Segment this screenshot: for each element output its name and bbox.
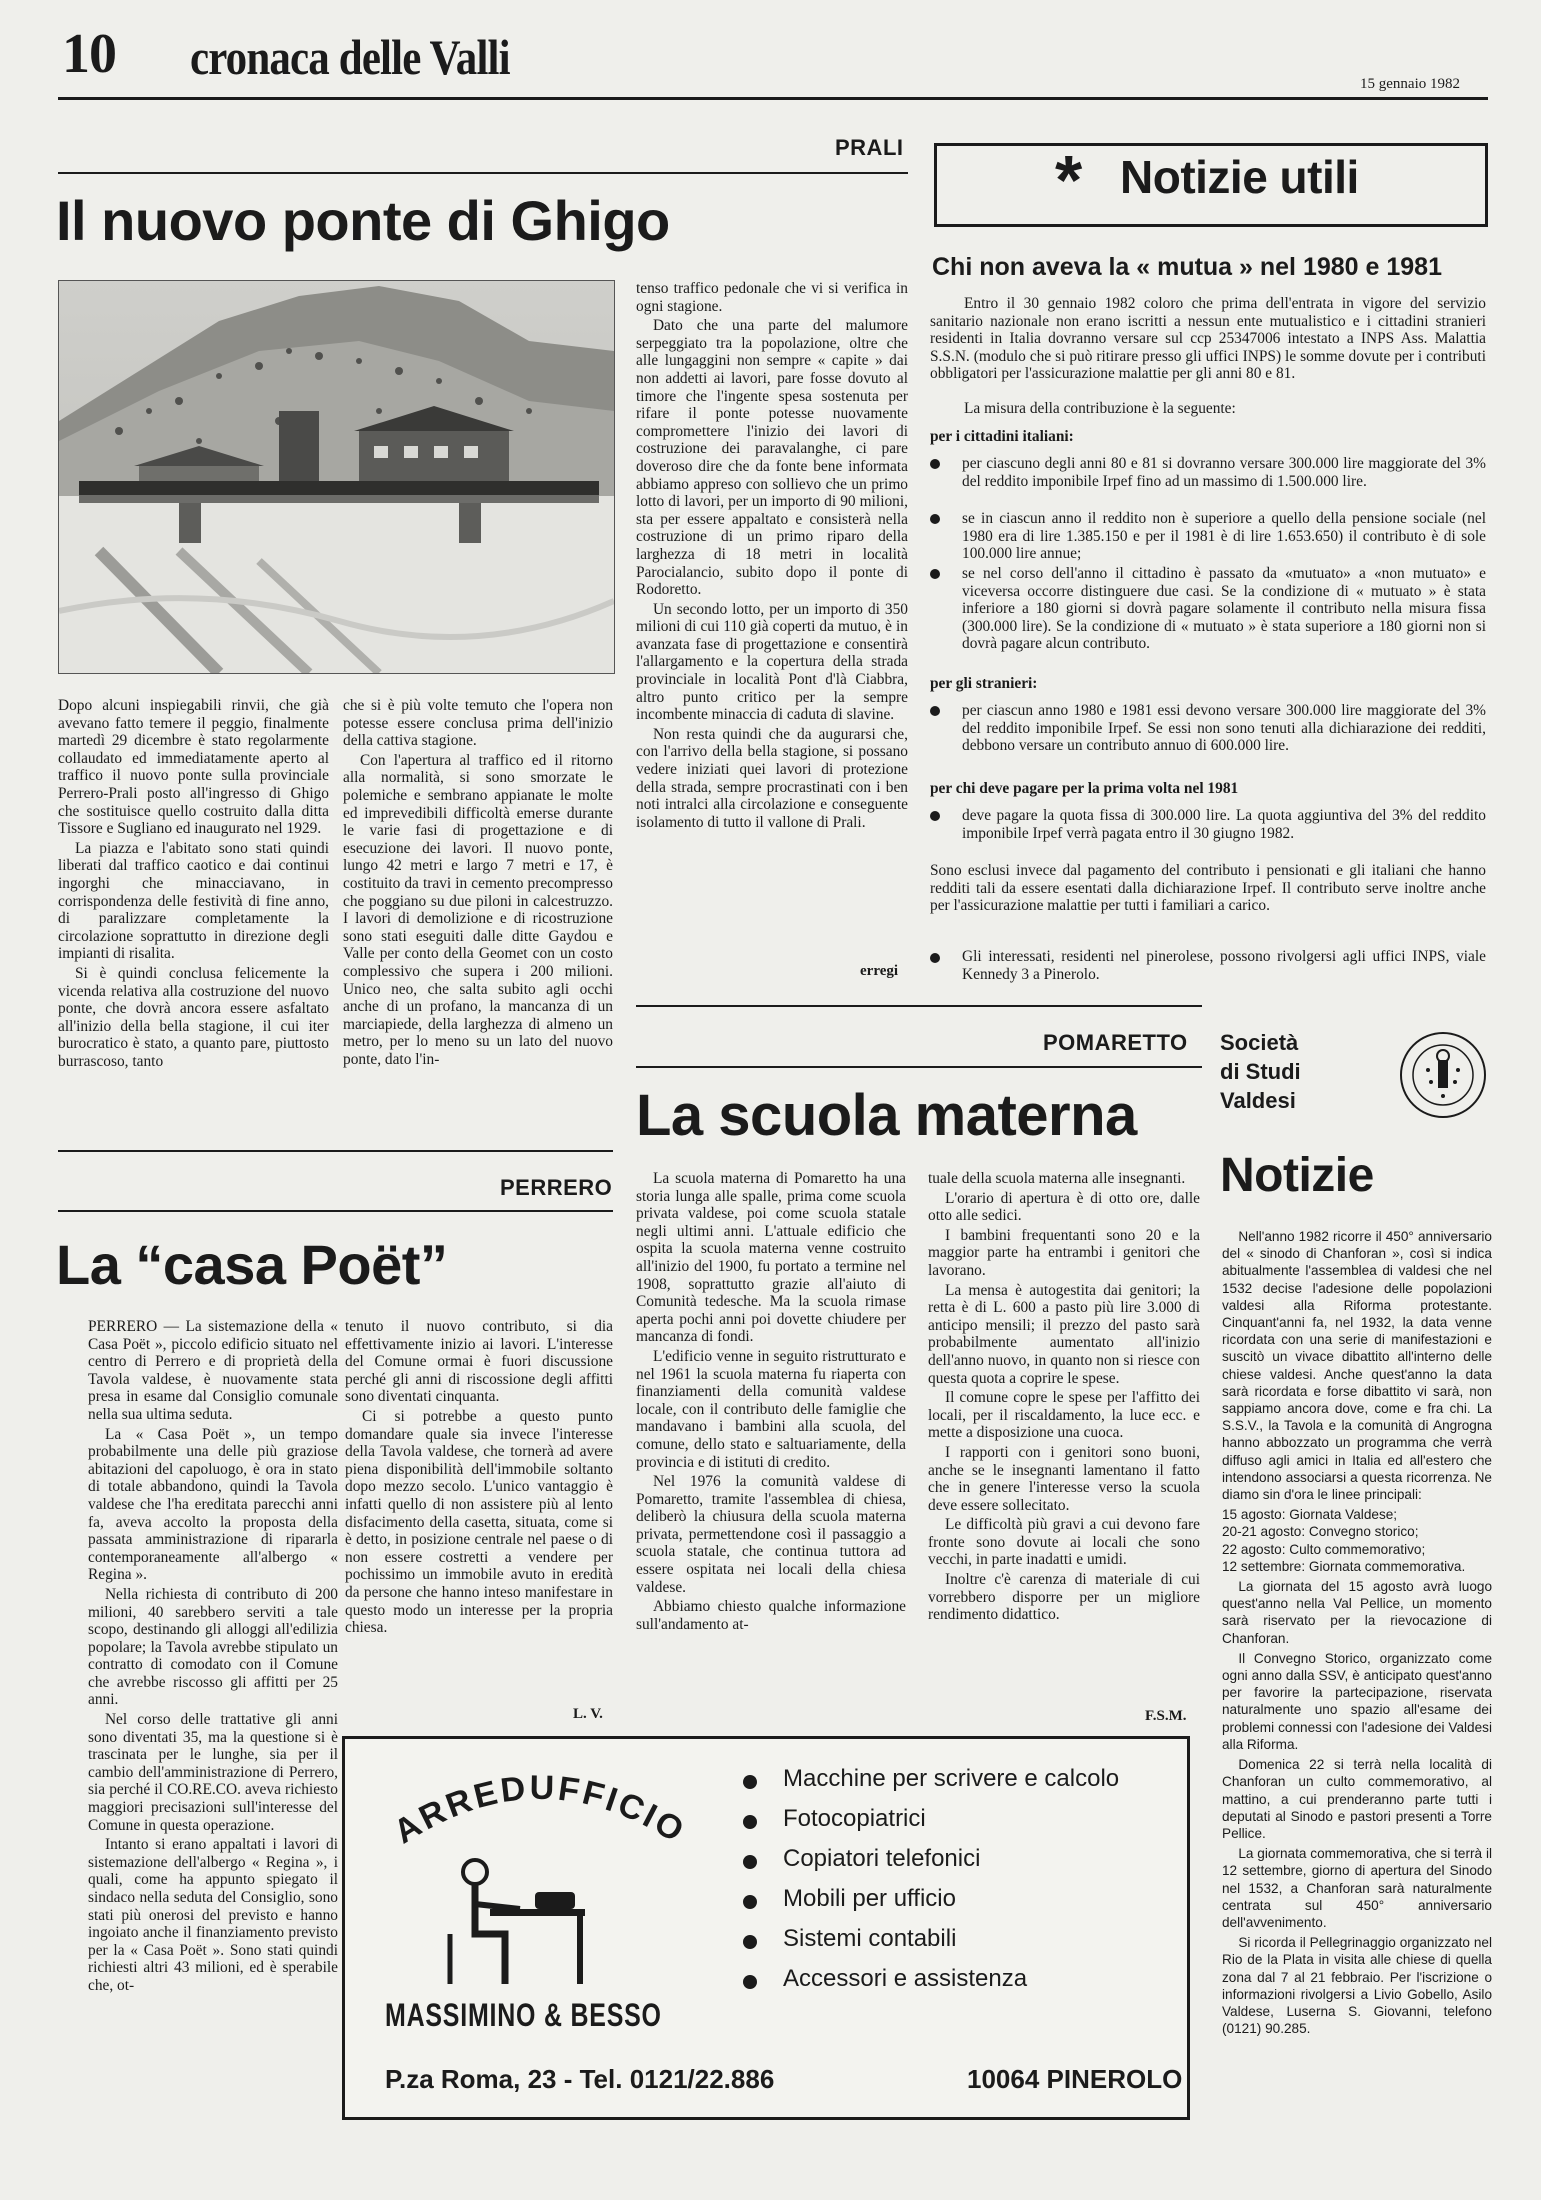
notizie-utili-subtitle: Chi non aveva la « mutua » nel 1980 e 1981 (932, 253, 1442, 281)
bullet-icon (930, 811, 940, 821)
paragraph: La piazza e l'abitato sono stati quindi liberati dal traffico caotico e dai continui ingorghi che minacciavano, in corrispondenza delle festività di fine anno, di paralizzare completamente la circolazione soprattutto in direzione degli impianti di risalita. (58, 839, 329, 963)
paragraph: L'orario di apertura è di otto ore, dalle otto alle sedici. (928, 1189, 1200, 1225)
bullet-icon (930, 459, 940, 469)
pomaretto-top-rule (636, 1005, 1202, 1007)
perrero-kicker-rule (58, 1210, 613, 1212)
paragraph: Nella richiesta di contributo di 200 milioni, 40 sarebbero serviti a tale scopo, destinando gli alloggi all'edilizia popolare; la Tavola avrebbe stipulato un contratto di comodato con il Comune che avrebbe riscosso gli affitti per 25 anni. (88, 1585, 338, 1709)
paragraph: Nel corso delle trattative gli anni sono diventati 35, ma la questione si è trascinata per le lunghe, sia per il cambio dell'amministrazione di Perrero, sia perché il CO.RE.CO. aveva richiesto maggiori precisazioni sull'interesse del Comune in questa operazione. (88, 1711, 338, 1834)
arredufficio-brand: ARREDUFFICIO (387, 1768, 693, 1852)
paragraph: Dato che una parte del malumore serpeggiato tra la popolazione, oltre che alle lungaggini non sempre « capite » dai non addetti ai lavori, pare fosse dovuto al timore che l'ingente spesa sostenuta per rifare il ponte potesse nuovamente compromettere l'inizio dei lavori di costruzione dei paravalanghe, ci pare doveroso dire che da fonte bene informata abbiamo appreso con sollievo che un primo lotto di lavori, per un importo di 90 milioni, sta per essere appaltato e consisterà nella costruzione di un primo riparo della larghezza di 18 metri in località Parocialancio, subito dopo il ponte di Rodoretto. (636, 317, 908, 599)
ssv-column (1222, 1228, 1492, 2040)
prali-column-3 (636, 280, 908, 965)
notizie-utili-final: Gli interessati, residenti nel pinerolese, possono rivolgersi agli uffici INPS, viale Kennedy 3 a Pinerolo. (962, 948, 1486, 983)
paragraph: Si è quindi conclusa felicemente la vicenda relativa alla costruzione del nuovo ponte, che dovrà ancora essere asfaltato all'inizio della bella stagione, il cui iter burocratico è stato, a quanto pare, piuttosto burrascoso, tanto (58, 964, 329, 1070)
bullet-icon (930, 706, 940, 716)
pomaretto-column-2 (928, 1170, 1200, 1710)
ad-item: Accessori e assistenza (783, 1965, 1028, 1992)
paragraph: tenuto il nuovo contributo, si dia effettivamente inizio ai lavori. L'interesse del Comune ormai è fuori discussione perché gli anni di riscossione degli affitti sono diventati cinquanta. (345, 1318, 613, 1406)
paragraph: La mensa è autogestita dai genitori; la retta è di L. 600 a pasto più lire 3.000 di anticipo mensili; il prezzo del pasto sarà probabilmente aumentato all'inizio dell'anno nuovo, in quanto non si riesce con questa quota a coprire le spese. (928, 1281, 1200, 1387)
paragraph: che si è più volte temuto che l'opera non potesse essere conclusa prima dell'inizio della cattiva stagione. (343, 697, 613, 750)
ad-city: 10064 PINEROLO (967, 2064, 1183, 2094)
perrero-top-rule (58, 1150, 613, 1152)
perrero-column-2 (345, 1318, 613, 1708)
paragraph: Un secondo lotto, per un importo di 350 milioni di cui 110 già coperti da mutuo, è in avanzata fase di progettazione e consentirà l'allargamento e la copertura della strada provinciale in località Pont d'là Ciabbra, altro punto critico per la sempre incombente minaccia di caduta di slavine. (636, 600, 908, 724)
label-stranieri: per gli stranieri: (930, 675, 1038, 692)
prali-column-1 (58, 697, 329, 1222)
perrero-signature: L. V. (573, 1706, 603, 1722)
paragraph: L'edificio venne in seguito ristrutturato e nel 1961 la scuola materna fu riaperta con finanziamenti della comunità valdese locale, con il contributo delle famiglie che mandavano i bambini alla scuola, del comune, dello stato e saltuariamente, della provincia e di istituti di credito. (636, 1347, 906, 1471)
newspaper-section-title: cronaca delle Valli (190, 29, 510, 85)
bullet-icon (930, 569, 940, 579)
prali-kicker-rule (58, 172, 908, 174)
prima-volta-item: deve pagare la quota fissa di 300.000 lire. La quota aggiuntiva del 3% del reddito imponibile Irpef verrà pagata entro il 30 giugno 1982. (962, 807, 1486, 842)
paragraph: I bambini frequentanti sono 20 e la maggior parte ha entrambi i genitori che lavorano. (928, 1226, 1200, 1279)
masthead-rule (58, 97, 1488, 100)
pomaretto-headline: La scuola materna (636, 1083, 1137, 1148)
label-prima-volta: per chi deve pagare per la prima volta nel 1981 (930, 780, 1239, 797)
paragraph: Le difficoltà più gravi a cui devono fare fronte sono dovute ai locali che sono vecchi, in parte inadatti e umidi. (928, 1516, 1200, 1569)
bullet-icon (930, 953, 940, 963)
bullet-icon (743, 1855, 757, 1869)
notizie-utili-esclusi: Sono esclusi invece dal pagamento del contributo i pensionati e gli italiani che hanno redditi tali da essere esentati dalla dichiarazione Irpef. Il contributo serve inoltre anche per l'assicurazione malattie per tutti i familiari a carico. (930, 862, 1486, 914)
ad-item: Macchine per scrivere e calcolo (783, 1765, 1120, 1792)
ad-item: Mobili per ufficio (783, 1885, 956, 1912)
paragraph: Ci si potrebbe a questo punto domandare quale sia invece l'interesse della Tavola valdese, che tornerà ad avere piena disponibilità dell'immobile soltanto dopo mezzo secolo. L'unico vantaggio è infatti quello di non assistere più al lento disfacimento della casetta, situata, come si è detto, in posizione centrale nel paese o di non essere costretti a vendere per pochissimo un immobile avuto in eredità da persone che hanno inteso manifestare in questo modo un interesse per la propria chiesa. (345, 1407, 613, 1637)
pomaretto-column-1 (636, 1170, 906, 1730)
paragraph: Inoltre c'è carenza di materiale di cui vorrebbero disporre per un migliore rendimento didattico. (928, 1571, 1200, 1624)
paragraph: Nell'anno 1982 ricorre il 450° anniversario del « sinodo di Chanforan », così si indica abitualmente l'assemblea di valdesi che nel 1532 decise l'adesione delle popolazioni valdesi alla Riforma protestante. Cinquant'anni fa, nel 1932, la data venne ricordata con una serie di manifestazioni e suscitò un vivace dibattito all'interno delle chiese valdesi. Anche quest'anno la data sarà ricordata e forse dibattito vi sarà, non sappiamo ancora dove, come e fra chi. La S.S.V., la Tavola e la comunità di Angrogna hanno abbozzato un programma che verrà diffuso agli amici in Italia ed all'estero che intendono associarsi a questa ricorrenza. Ne diamo sin d'ora le linee principali: (1222, 1229, 1492, 1503)
paragraph: Non resta quindi che da augurarsi che, con l'arrivo della bella stagione, si possano vedere iniziati quei lavori di protezione della strada, sempre procrastinati con i ben noti intralci alla circolazione e conseguente isolamento di tutto il vallone di Prali. (636, 725, 908, 831)
bullet-icon (743, 1975, 757, 1989)
stranieri-item: per ciascun anno 1980 e 1981 essi devono versare 300.000 lire maggiorate del 3% del reddito imponibile Irpef. Se essi non sono tenuti alla dichiarazione dei redditi, debbono versare un contributo annuo di 600.000 lire. (962, 702, 1486, 754)
paragraph: Nel 1976 la comunità valdese di Pomaretto, tramite l'assemblea di chiesa, deliberò la chiusura della scuola materna privata, permettendone così il passaggio a scuola statale, che continua tuttora ad essere ospitata nei locali della chiesa valdese. (636, 1473, 906, 1596)
bullet-icon (930, 514, 940, 524)
ad-item: Fotocopiatrici (783, 1805, 926, 1832)
bullet-icon (743, 1935, 757, 1949)
svg-text:ARREDUFFICIO (387, 1769, 692, 1852)
paragraph: Si ricorda il Pellegrinaggio organizzato nel Rio de la Plata in visita alle chiese di quella zona dal 7 al 21 febbraio. Per l'iscrizione o informazioni rivolgersi a Livio Gobello, Asilo Valdese, Luserna S. Giovanni, telefono (0121) 90.285. (1222, 1935, 1492, 2037)
paragraph: PERRERO — La sistemazione della « Casa Poët », piccolo edificio situato nel centro di Perrero e di proprietà della Tavola valdese, è nuovamente stata presa in esame dal Consiglio comunale nella sua ultima seduta. (88, 1318, 338, 1423)
paragraph: La « Casa Poët », un tempo probabilmente una delle più graziose abitazioni del capoluogo, è ora in stato di totale abbandono, quindi la Tavola valdese che l'ha ereditata parecchi anni fa, aveva accolto la proposta della passata amministrazione di ripararla contemporaneamente all'albergo « Regina ». (88, 1425, 338, 1584)
bullet-icon (743, 1775, 757, 1789)
paragraph: Domenica 22 si terrà nella località di Chanforan un culto commemorativo, al mattino, a cui prenderanno parte tutti i deputati al Sinodo e pastori presenti a Torre Pellice. (1222, 1757, 1492, 1841)
ssv-line-2: di Studi (1220, 1059, 1301, 1084)
pomaretto-signature: F.S.M. (1145, 1708, 1187, 1724)
prali-headline: Il nuovo ponte di Ghigo (56, 189, 670, 252)
ssv-seal-icon (1398, 1030, 1488, 1120)
bridge-photo-illustration (59, 281, 614, 673)
ad-address: P.za Roma, 23 - Tel. 0121/22.886 (385, 2064, 775, 2094)
notizie-utili-title: Notizie utili (1120, 151, 1359, 203)
prali-signature: erregi (860, 963, 899, 979)
ad-item: Sistemi contabili (783, 1925, 957, 1952)
italiani-item: per ciascuno degli anni 80 e 81 si dovranno versare 300.000 lire maggiorate del 3% del reddito imponibile Irpef fino ad un massimo di 1.500.000 lire. (962, 455, 1486, 490)
star-icon: * (1055, 141, 1083, 219)
ssv-headline: Notizie (1220, 1149, 1374, 1202)
bullet-icon (743, 1815, 757, 1829)
prali-column-2 (343, 697, 613, 1222)
date-line: 15 agosto: Giornata Valdese; (1222, 1507, 1398, 1523)
paragraph: La giornata del 15 agosto avrà luogo quest'anno nella Val Pellice, un momento sarà riservato per la rievocazione di Chanforan. (1222, 1579, 1492, 1646)
paragraph: La giornata commemorativa, che si terrà il 12 settembre, giorno di apertura del Sinodo nel 1532, a Chanforan sarà naturalmente centrata sul 450° anniversario dell'avvenimento. (1222, 1846, 1492, 1930)
paragraph: Intanto si erano appaltati i lavori di sistemazione dell'albergo « Regina », i quali, come ha appunto spiegato il sindaco nella seduta del Consiglio, sono stati più onerosi del previsto e hanno ingoiato anche il finanziamento previsto per la « Casa Poët ». Sono stati quindi richiesti altri 43 milioni, ed è sperabile che, ot- (88, 1836, 338, 1994)
perrero-kicker: PERRERO (500, 1175, 613, 1200)
italiani-item: se in ciascun anno il reddito non è superiore a quello della pensione sociale (nel 1980 era di lire 1.385.150 e per il 1981 è di lire 1.653.650) il contributo è di sole 100.000 lire annue; (962, 510, 1486, 562)
prali-kicker: PRALI (835, 135, 904, 160)
paragraph: Il comune copre le spese per l'affitto dei locali, per il riscaldamento, la luce ecc. e mette a disposizione una cuoca. (928, 1389, 1200, 1442)
notizie-utili-intro2: La misura della contribuzione è la seguente: (964, 400, 1236, 417)
ssv-masthead (1220, 1028, 1301, 1115)
paragraph: I rapporti con i genitori sono buoni, anche se le insegnanti lamentano il fatto che in genere l'interesse verso la scuola deve essere sollecitato. (928, 1443, 1200, 1514)
issue-date: 15 gennaio 1982 (1360, 76, 1460, 92)
label-italiani: per i cittadini italiani: (930, 428, 1074, 445)
notizie-utili-intro: Entro il 30 gennaio 1982 coloro che prima dell'entrata in vigore del servizio sanitario nazionale non erano iscritti a nessun ente mutualistico e i cittadini stranieri residenti in Italia dovranno versare sul ccp 25347006 intestato a INPS Ass. Malattia S.S.N. (modulo che si può ritirare presso gli uffici INPS) le somme dovute per i contributi obbligatori per l'assicurazione malattie per gli anni 80 e 81. (930, 295, 1486, 382)
italiani-item: se nel corso dell'anno il cittadino è passato da «mutuato» a «non mutuato» e viceversa occorre distinguere due casi. Se la condizione di « mutuato » è stata inferiore a 180 giorni si dovrà pagare solamente il contributo nella misura fissa (300.000 lire). Se la condizione di « mutuato » è stata superiore a 180 giorni non si dovrà pagare alcun contributo. (962, 565, 1486, 652)
date-line: 22 agosto: Culto commemorativo; (1222, 1541, 1426, 1557)
perrero-column-1 (88, 1318, 338, 2098)
paragraph: Il Convegno Storico, organizzato come ogni anno dalla SSV, è anticipato quest'anno per favorire la partecipazione, riservata naturalmente uno spazio all'esame dei problemi connessi con l'adesione dei Valdesi alla Riforma. (1222, 1650, 1492, 1752)
perrero-headline: La “casa Poët” (56, 1233, 448, 1296)
paragraph: Con l'apertura al traffico ed il ritorno alla normalità, si sono smorzate le polemiche e sembrano appianate le molte ed imprevedibili difficoltà emerse durante le varie fasi di progettazione e di esecuzione dei lavori. Il nuovo ponte, lungo 42 metri e largo 7 metri e 17, è costituito da travi in cemento precompresso che poggiano su due piloni in calcestruzzo. I lavori di demolizione e di ricostruzione sono stati eseguiti dalle ditte Gaydou e Valle per conto della Geomet con un costo complessivo che supera i 200 milioni. Unico neo, che salta subito agli occhi anche di un profano, la mancanza di un marciapiede, della larghezza di almeno un metro, per lo meno su un lato del nuovo ponte, dato l'in- (343, 751, 613, 1068)
date-line: 12 settembre: Giornata commemorativa. (1222, 1558, 1466, 1574)
page-number: 10 (62, 23, 116, 85)
ssv-line-1: Società (1220, 1030, 1299, 1055)
arredufficio-advertisement (342, 1736, 1190, 2120)
date-line: 20-21 agosto: Convegno storico; (1222, 1524, 1419, 1540)
pomaretto-kicker: POMARETTO (1043, 1030, 1188, 1055)
paragraph: tenso traffico pedonale che vi si verifica in ogni stagione. (636, 280, 908, 315)
ssv-line-3: Valdesi (1220, 1088, 1296, 1113)
bullet-icon (743, 1895, 757, 1909)
paragraph: Dopo alcuni inspiegabili rinvii, che già avevano fatto temere il peggio, finalmente martedì 29 dicembre è stato regolarmente collaudato ed immediatamente aperto al traffico il nuovo ponte sulla provinciale Perrero-Prali posto all'ingresso di Ghigo che sostituisce quello costruito dalla ditta Tissore e Sugliano ed inaugurato nel 1929. (58, 697, 329, 838)
bridge-photo (58, 280, 615, 674)
pomaretto-kicker-rule (636, 1066, 1202, 1068)
paragraph: tuale della scuola materna alle insegnanti. (928, 1170, 1186, 1187)
ad-item: Copiatori telefonici (783, 1845, 981, 1872)
ad-company-name: MASSIMINO & BESSO (385, 1997, 662, 2033)
paragraph: Abbiamo chiesto qualche informazione sull'andamento at- (636, 1598, 906, 1633)
paragraph: La scuola materna di Pomaretto ha una storia lunga alle spalle, prima come scuola privata valdese, poi come scuola statale negli ultimi anni. L'attuale edificio che ospita la scuola materna venne costruito all'inizio del 1900, fu portato a termine nel 1908, soprattutto grazie all'aiuto di Comunità tedesche. Ma la scuola rimase aperta pochi anni poi dovette chiudere per mancanza di fondi. (636, 1170, 906, 1346)
office-desk-icon (435, 1854, 595, 1994)
